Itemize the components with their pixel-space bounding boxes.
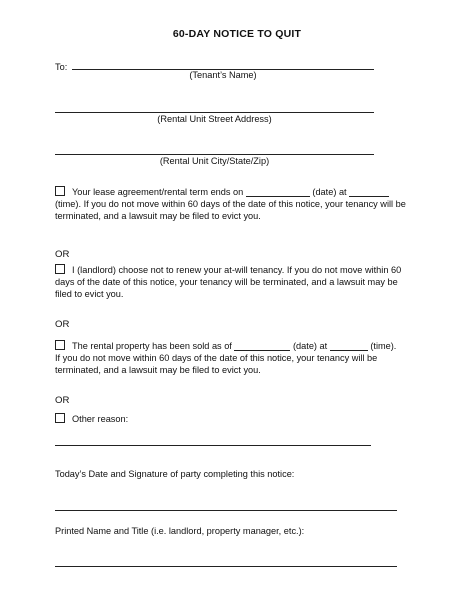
lease-ends-text-a: Your lease agreement/rental term ends on	[72, 187, 244, 197]
option-property-sold	[55, 340, 396, 352]
other-reason-label: Other reason:	[72, 414, 129, 424]
city-state-zip-caption: (Rental Unit City/State/Zip)	[159, 156, 270, 166]
printed-name-label: Printed Name and Title (i.e. landlord, property manager, etc.):	[55, 526, 305, 536]
street-address-caption: (Rental Unit Street Address)	[157, 114, 272, 124]
other-reason-line[interactable]	[55, 445, 371, 446]
sold-time-blank[interactable]	[330, 341, 368, 351]
other-reason-checkbox[interactable]	[55, 413, 65, 423]
option-non-renewal	[55, 264, 401, 276]
document-title: 60-DAY NOTICE TO QUIT	[172, 28, 302, 40]
property-sold-text-3: terminated, and a lawsuit may be filed to evict you.	[55, 365, 261, 375]
lease-end-time-blank[interactable]	[349, 187, 389, 197]
signature-line[interactable]	[55, 510, 397, 511]
property-sold-text-c: (time).	[370, 341, 397, 351]
option-lease-ends-line2: (time). If you do not move within 60 days of the date of this notice, your tenancy will be	[55, 199, 406, 209]
or-separator-3: OR	[55, 395, 70, 406]
property-sold-text-b: (date) at	[292, 341, 328, 351]
to-label: To:	[55, 62, 68, 72]
property-sold-text-2: If you do not move within 60 days of the date of this notice, your tenancy will be	[55, 353, 378, 363]
sold-date-blank[interactable]	[234, 341, 290, 351]
option-lease-ends	[55, 186, 389, 198]
street-address-line[interactable]	[55, 112, 374, 113]
signature-label: Today’s Date and Signature of party completing this notice:	[55, 469, 295, 479]
city-state-zip-line[interactable]	[55, 154, 374, 155]
option-lease-ends-line3: terminated, and a lawsuit may be filed to evict you.	[55, 211, 261, 221]
option-other-reason	[55, 413, 128, 425]
lease-end-date-blank[interactable]	[246, 187, 310, 197]
non-renewal-checkbox[interactable]	[55, 264, 65, 274]
non-renewal-text-1: I (landlord) choose not to renew your at-will tenancy. If you do not move within 60	[72, 265, 402, 275]
non-renewal-text-2: days of the date of this notice, your tenancy will be terminated, and a lawsuit may be	[55, 277, 398, 287]
non-renewal-text-3: filed to evict you.	[55, 289, 124, 299]
or-separator-1: OR	[55, 249, 70, 260]
or-separator-2: OR	[55, 319, 70, 330]
lease-ends-checkbox[interactable]	[55, 186, 65, 196]
lease-ends-text-b: (date) at	[312, 187, 347, 197]
property-sold-text-a: The rental property has been sold as of	[72, 341, 232, 351]
printed-name-line[interactable]	[55, 566, 397, 567]
property-sold-checkbox[interactable]	[55, 340, 65, 350]
tenant-name-caption: (Tenant’s Name)	[189, 70, 257, 80]
